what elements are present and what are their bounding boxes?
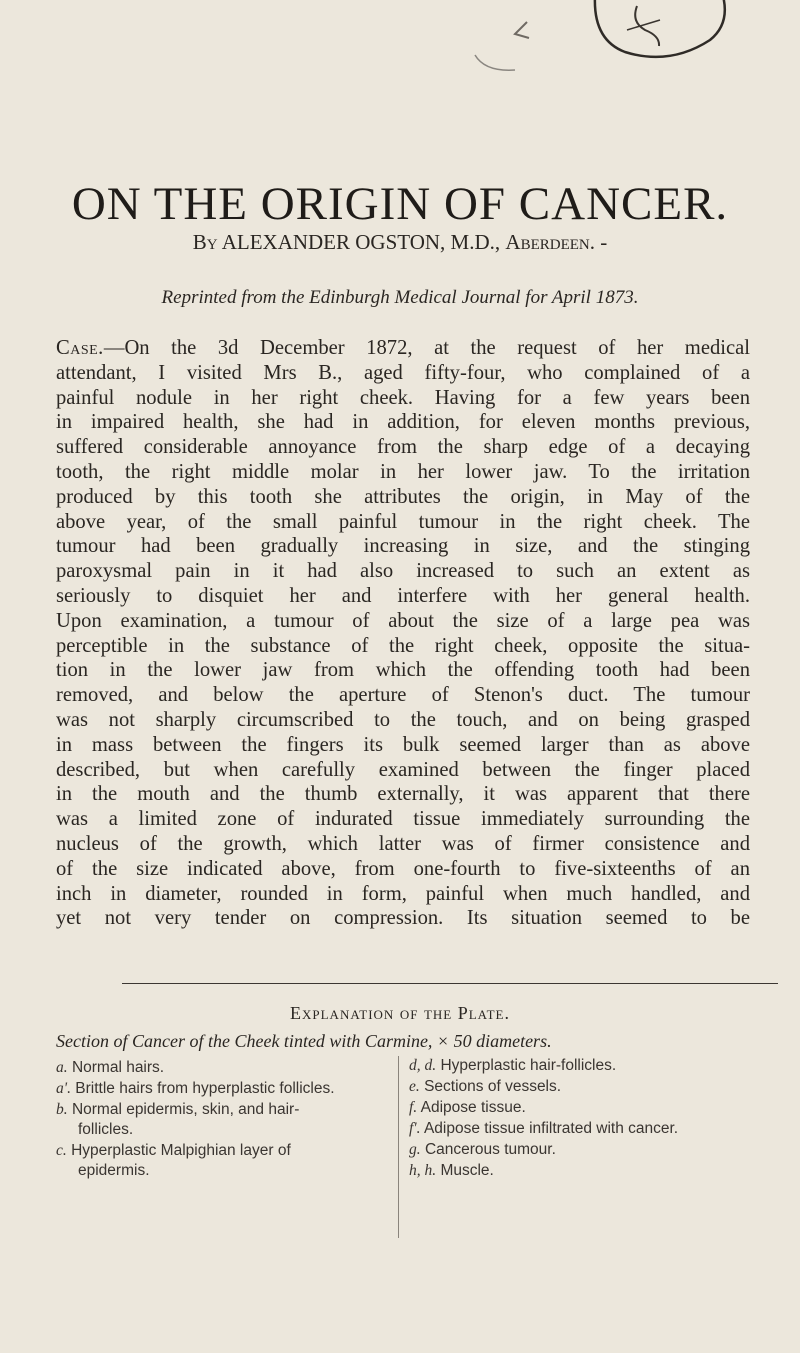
legend-text: Hyperplastic Malpighian layer of epidermis. [71, 1142, 291, 1179]
document-title: ON THE ORIGIN OF CANCER. [71, 178, 729, 231]
plate-legend-left-column [56, 1058, 346, 1182]
legend-item [56, 1079, 346, 1099]
body-line: tooth, the right middle molar in her lower jaw. To the irritation [56, 460, 750, 483]
legend-item [409, 1077, 779, 1097]
body-line: suffered considerable annoyance from the sharp edge of a decaying [56, 436, 750, 459]
body-line: Upon examination, a tumour of about the size of a large pea was [56, 609, 750, 632]
body-line: nucleus of the growth, which latter was of firmer consistence and [56, 832, 750, 855]
body-line: in mass between the fingers its bulk seemed larger than as above [56, 733, 750, 756]
legend-key: f'. [409, 1120, 421, 1137]
byline-dash: - [600, 230, 608, 254]
plate-section-title: Section of Cancer of the Cheek tinted with Carmine, × 50 diameters. [56, 1031, 552, 1051]
library-stamp-mark [455, 0, 735, 80]
body-line: above year, of the small painful tumour in the right cheek. The [56, 510, 750, 533]
legend-text: Brittle hairs from hyperplastic follicles. [75, 1080, 335, 1097]
author-name: ALEXANDER OGSTON, M.D., [221, 230, 501, 254]
legend-item [409, 1140, 779, 1160]
body-line: was not sharply circumscribed to the touch, and on being grasped [56, 708, 750, 731]
legend-text: Hyperplastic hair-follicles. [440, 1057, 617, 1074]
body-line: attendant, I visited Mrs B., aged fifty-four, who complained of a [56, 361, 750, 384]
author-place: Aberdeen. [505, 230, 595, 254]
body-line: inch in diameter, rounded in form, painful when much handled, and [56, 882, 750, 905]
body-line: in impaired health, she had in addition, for eleven months previous, [56, 411, 750, 434]
body-line: painful nodule in her right cheek. Having for a few years been [56, 386, 750, 409]
legend-key: c. [56, 1142, 67, 1159]
reprint-note: Reprinted from the Edinburgh Medical Journal for April 1873. [161, 287, 639, 308]
legend-item [409, 1119, 779, 1139]
legend-text: Normal hairs. [71, 1059, 165, 1076]
legend-key: d, d. [409, 1057, 437, 1074]
legend-text: Adipose tissue. [420, 1099, 526, 1116]
legend-text: Adipose tissue infiltrated with cancer. [423, 1120, 679, 1137]
body-line: in the mouth and the thumb externally, it was apparent that there [56, 783, 750, 806]
body-line: seriously to disquiet her and interfere with her general health. [56, 584, 750, 607]
byline [0, 230, 800, 255]
body-line: yet not very tender on compression. Its situation seemed to be [56, 907, 750, 930]
legend-key: e. [409, 1078, 420, 1095]
body-line: described, but when carefully examined between the finger placed [56, 758, 750, 781]
legend-key: a'. [56, 1080, 71, 1097]
body-line: produced by this tooth she attributes the origin, in May of the [56, 485, 750, 508]
body-line: tion in the lower jaw from which the offending tooth had been [56, 659, 750, 682]
case-report-body [56, 336, 750, 931]
body-line: removed, and below the aperture of Stenon's duct. The tumour [56, 684, 750, 707]
body-line: of the size indicated above, from one-fourth to five-sixteenths of an [56, 857, 750, 880]
legend-item [56, 1100, 346, 1140]
legend-key: f. [409, 1099, 418, 1116]
legend-text: Normal epidermis, skin, and hair-follicles. [71, 1101, 300, 1138]
plate-legend-right-column [398, 1056, 779, 1238]
body-line: perceptible in the substance of the right cheek, opposite the situa- [56, 634, 750, 657]
legend-text: Sections of vessels. [424, 1078, 562, 1095]
body-line-first [56, 336, 750, 361]
legend-item [409, 1161, 779, 1181]
legend-text: Muscle. [440, 1162, 494, 1179]
legend-item [56, 1141, 346, 1181]
legend-item [56, 1058, 346, 1078]
body-line: tumour had been gradually increasing in size, and the stinging [56, 535, 750, 558]
legend-key: h, h. [409, 1162, 437, 1179]
case-label: Case. [56, 337, 104, 359]
body-line: was a limited zone of indurated tissue immediately surrounding the [56, 808, 750, 831]
legend-text: Cancerous tumour. [424, 1141, 556, 1158]
footnote-divider [122, 983, 778, 984]
plate-explanation-heading: Explanation of the Plate. [290, 1003, 510, 1023]
legend-key: a. [56, 1059, 68, 1076]
legend-key: g. [409, 1141, 421, 1158]
body-line: paroxysmal pain in it had also increased to such an extent as [56, 560, 750, 583]
legend-item [409, 1056, 779, 1076]
legend-item [409, 1098, 779, 1118]
legend-key: b. [56, 1101, 68, 1118]
byline-prefix: By [192, 230, 218, 254]
body-line: —On the 3d December 1872, at the request of her medical [103, 337, 750, 359]
